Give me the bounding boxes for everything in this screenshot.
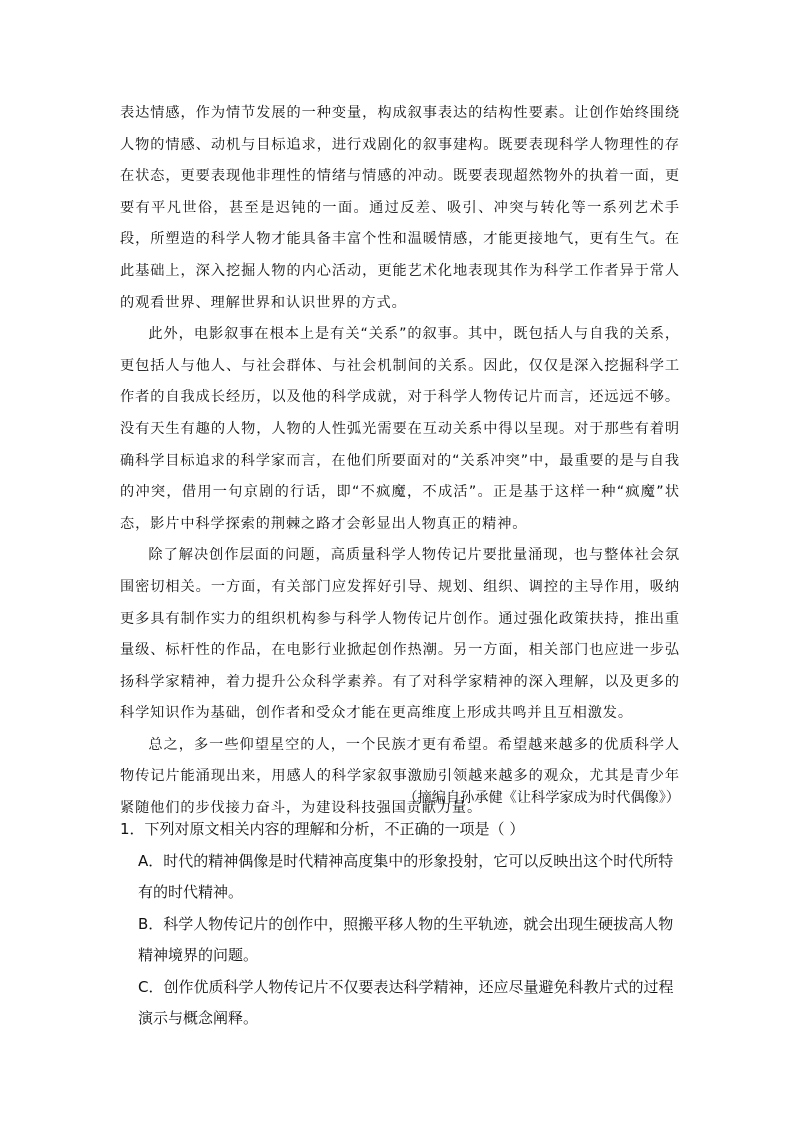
question-1 — [120, 814, 685, 1035]
passage-paragraph-3: 除了解决创作层面的问题，高质量科学人物传记片要批量涌现，也与整体社会氛围密切相关。一方面，有关部门应发挥好引导、规划、组织、调控的主导作用，吸纳更多具有制作实力的组织机构参与科学人物传记片创作。通过强化政策扶持，推出重量级、标杆性的作品，在电影行业掀起创作热潮。另一方面，相关部门也应进一步弘扬科学家精神，着力提升公众科学素养。有了对科学家精神的深入理解，以及更多的科学知识作为基础，创作者和受众才能在更高维度上形成共鸣并且互相激发。 — [120, 547, 680, 722]
option-c[interactable] — [120, 972, 685, 1035]
passage-source: （摘编自孙承健《让科学家成为时代偶像》） — [403, 790, 680, 806]
option-c-label: C． — [138, 977, 164, 996]
option-c-text: 创作优质科学人物传记片不仅要表达科学精神，还应尽量避免科教片式的过程演示与概念阐释。 — [138, 977, 674, 1027]
passage-paragraph-1: 表达情感，作为情节发展的一种变量，构成叙事表达的结构性要素。让创作始终围绕人物的情感、动机与目标追求，进行戏剧化的叙事建构。既要表现科学人物理性的存在状态，更要表现他非理性的情绪与情感的冲动。既要表现超然物外的执着一面，更要有平凡世俗，甚至是迟钝的一面。通过反差、吸引、冲突与转化等一系列艺术手段，所塑造的科学人物才能具备丰富个性和温暖情感，才能更接地气，更有生气。在此基础上，深入挖掘人物的内心活动，更能艺术化地表现其作为科学工作者异于常人的观看世界、理解世界和认识世界的方式。 — [120, 105, 680, 311]
reading-passage — [120, 98, 680, 825]
option-a[interactable] — [120, 846, 685, 909]
question-stem: 1．下列对原文相关内容的理解和分析，不正确的一项是（ ） — [120, 820, 525, 838]
option-b-text: 科学人物传记片的创作中，照搬平移人物的生平轨迹，就会出现生硬拔高人物精神境界的问题。 — [138, 914, 674, 964]
option-a-text: 时代的精神偶像是时代精神高度集中的形象投射，它可以反映出这个时代所特有的时代精神。 — [138, 851, 674, 901]
option-b[interactable] — [120, 909, 685, 972]
passage-paragraph-4: 总之，多一些仰望星空的人，一个民族才更有希望。希望越来越多的优质科学人物传记片能涌现出来，用感人的科学家叙事激励引领越来越多的观众，尤其是青少年紧随他们的步伐接力奋斗，为建设科技强国贡献力量。 — [120, 736, 680, 817]
passage-paragraph-2: 此外，电影叙事在根本上是有关“关系”的叙事。其中，既包括人与自我的关系，更包括人与他人、与社会群体、与社会机制间的关系。因此，仅仅是深入挖掘科学工作者的自我成长经历，以及他的科学成就，对于科学人物传记片而言，还远远不够。没有天生有趣的人物，人物的人性弧光需要在互动关系中得以呈现。对于那些有着明确科学目标追求的科学家而言，在他们所要面对的“关系冲突”中，最重要的是与自我的冲突，借用一句京剧的行话，即“不疯魔，不成活”。正是基于这样一种“疯魔”状态，影片中科学探索的荆棘之路才会彰显出人物真正的精神。 — [120, 326, 680, 532]
option-a-label: A． — [138, 851, 164, 870]
option-b-label: B． — [138, 914, 164, 933]
